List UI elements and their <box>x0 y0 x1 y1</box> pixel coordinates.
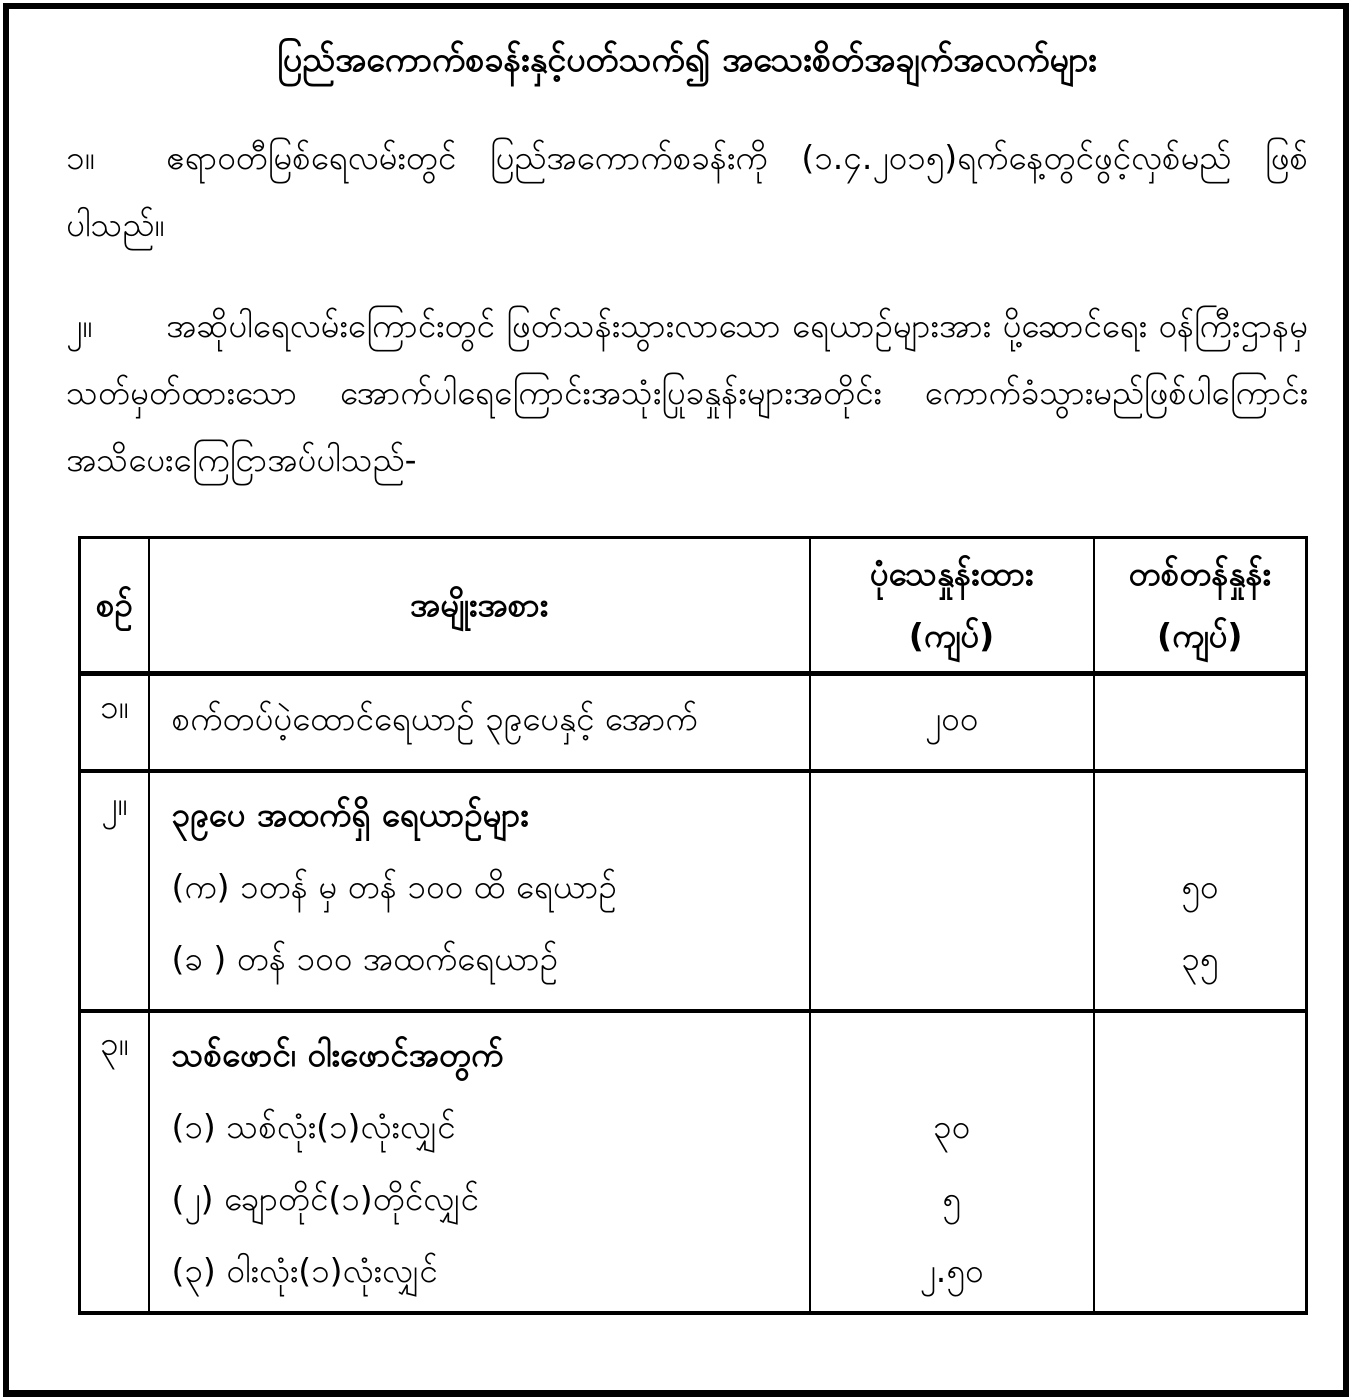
row-2-per-ton-rate-value <box>1095 783 1306 855</box>
table-row <box>80 1011 1307 1313</box>
table-row <box>80 674 1307 771</box>
column-header-per-ton-rate-label: တစ်တန်နှုန်း <box>1128 554 1271 593</box>
row-2-per-ton-rate-cell <box>1094 771 1307 1011</box>
row-3-fixed-rate-value: ၅ <box>942 1179 961 1218</box>
row-2-fixed-rate-value <box>811 855 1093 927</box>
column-header-serial-label: စဉ် <box>95 585 133 624</box>
row-2-item-a: (က) ၁တန် မှ တန် ၁၀၀ ထိ ရေယာဉ် <box>171 867 617 906</box>
paragraph-2-text: အဆိုပါရေလမ်းကြောင်းတွင် ဖြတ်သန်းသွားလာသော ရေယာဉ်များအား ပို့ဆောင်ရေး ဝန်ကြီးဌာနမှ သတ်မှတ်ထားသော အောက်ပါရေကြောင်းအသုံးပြုခနှုန်းများအတိုင်း ကောက်ခံသွားမည်ဖြစ်ပါကြောင်း အသိပေးကြေငြာအပ်ပါသည်- <box>66 306 1308 479</box>
row-2-group-title: ၃၉ပေ အထက်ရှိ ရေယာဉ်များ <box>171 795 529 834</box>
row-2-type-cell <box>149 771 810 1011</box>
row-2-fixed-rate-value <box>811 927 1093 999</box>
row-2-serial: ၂။ <box>80 771 149 1011</box>
row-3-fixed-rate-value: ၃၀ <box>932 1107 971 1146</box>
row-2-item-b: (ခ ) တန် ၁၀၀ အထက်ရေယာဉ် <box>171 939 558 978</box>
row-3-type-cell <box>149 1011 810 1313</box>
row-3-item-3: (၃) ဝါးလုံး(၁)လုံးလျှင် <box>171 1251 438 1290</box>
column-header-fixed-rate <box>810 538 1094 674</box>
row-3-fixed-rate-value <box>811 1023 1093 1095</box>
row-1-serial: ၁။ <box>80 674 149 771</box>
paragraph-2-number: ၂။ <box>66 306 93 345</box>
row-3-per-ton-rate-value <box>1095 1167 1306 1239</box>
row-3-per-ton-rate-value <box>1095 1095 1306 1167</box>
row-3-serial: ၃။ <box>80 1011 149 1313</box>
column-header-fixed-rate-unit: (ကျပ်) <box>908 616 995 655</box>
column-header-per-ton-rate <box>1094 538 1307 674</box>
column-header-serial <box>80 538 149 674</box>
row-2-fixed-rate-cell <box>810 771 1094 1011</box>
row-3-item-2: (၂) ချောတိုင်(၁)တိုင်လျှင် <box>171 1179 479 1218</box>
paragraph-2 <box>66 292 1308 493</box>
row-2-fixed-rate-value <box>811 783 1093 855</box>
document-title: ပြည်အကောက်စခန်းနှင့်ပတ်သက်၍ အသေးစိတ်အချက်အလက်များ <box>277 40 1097 80</box>
paragraph-1-number: ၁။ <box>66 138 95 177</box>
column-header-type <box>149 538 810 674</box>
column-header-per-ton-rate-unit: (ကျပ်) <box>1157 616 1243 655</box>
row-1-per-ton-rate-value <box>1095 686 1306 758</box>
paragraph-1-text: ဧရာဝတီမြစ်ရေလမ်းတွင် ပြည်အကောက်စခန်းကို (၁.၄.၂၀၁၅)ရက်နေ့တွင်ဖွင့်လှစ်မည် ဖြစ်ပါသည်။ <box>66 138 1308 244</box>
row-3-item-1: (၁) သစ်လုံး(၁)လုံးလျှင် <box>171 1107 456 1146</box>
row-3-fixed-rate-cell <box>810 1011 1094 1313</box>
column-header-type-label: အမျိုးအစား <box>409 585 549 624</box>
row-2-per-ton-rate-value: ၃၅ <box>1181 939 1219 978</box>
table-header-row <box>80 538 1307 674</box>
row-3-per-ton-rate-value <box>1095 1023 1306 1095</box>
row-1-item: စက်တပ်ပဲ့ထောင်ရေယာဉ် ၃၉ပေနှင့် အောက် <box>171 698 698 738</box>
row-1-per-ton-rate-cell <box>1094 674 1307 771</box>
column-header-fixed-rate-label: ပုံသေနှုန်းထား <box>869 554 1034 593</box>
row-3-per-ton-rate-cell <box>1094 1011 1307 1313</box>
row-2-per-ton-rate-value: ၅၀ <box>1181 867 1219 906</box>
row-3-fixed-rate-value: ၂.၅၀ <box>919 1251 984 1290</box>
rates-table <box>78 536 1308 1315</box>
row-1-fixed-rate-cell <box>810 674 1094 771</box>
row-1-fixed-rate-value: ၂၀၀ <box>924 698 979 738</box>
row-3-group-title: သစ်ဖောင်၊ ဝါးဖောင်အတွက် <box>171 1035 504 1074</box>
row-1-type-cell <box>149 674 810 771</box>
paragraph-1 <box>66 124 1308 258</box>
row-3-per-ton-rate-value <box>1095 1239 1306 1311</box>
table-row <box>80 771 1307 1011</box>
